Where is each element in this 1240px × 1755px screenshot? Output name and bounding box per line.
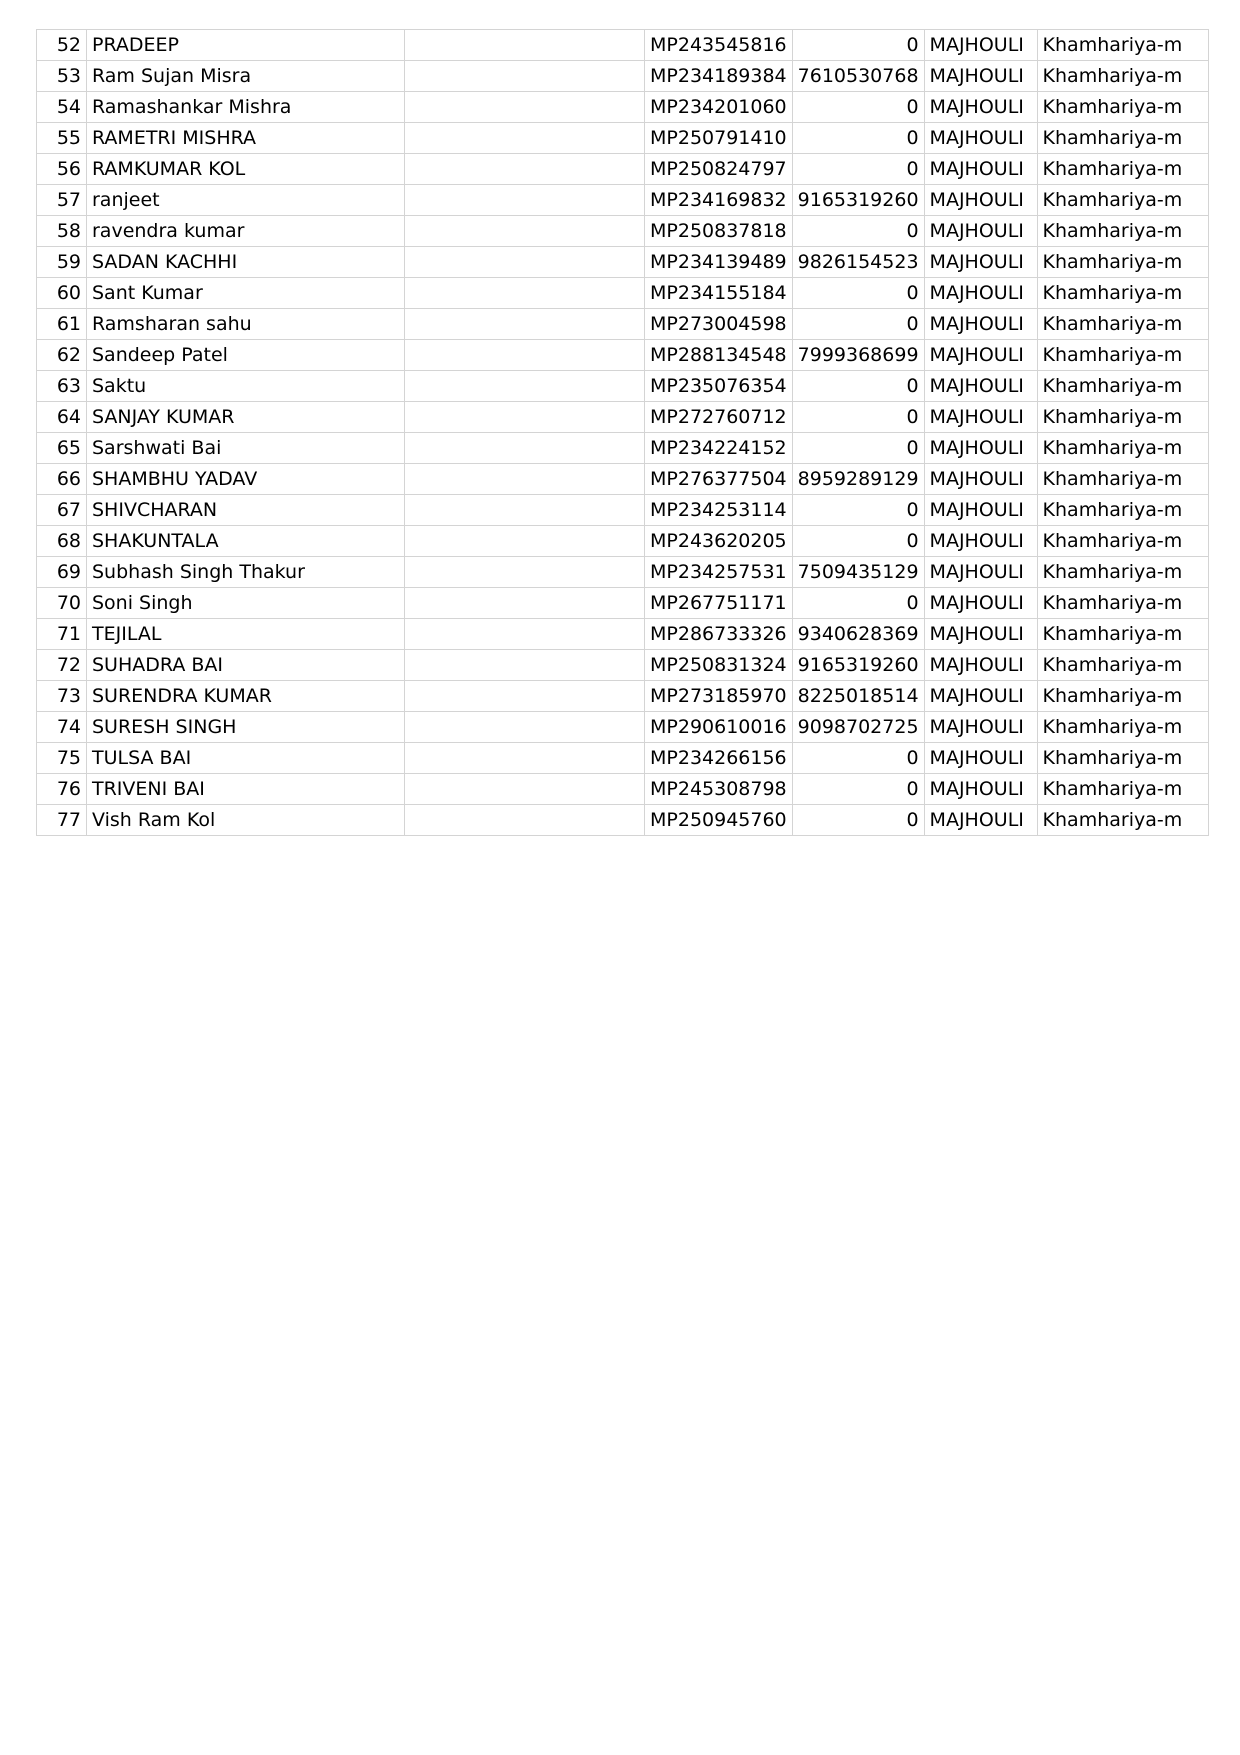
name-cell: SANJAY KUMAR (87, 402, 405, 433)
block-cell: MAJHOULI (924, 805, 1037, 836)
table-row (37, 774, 1209, 805)
name-cell: Sandeep Patel (87, 340, 405, 371)
village-cell: Khamhariya-m (1037, 30, 1208, 61)
serial-number-cell: 73 (37, 681, 87, 712)
village-cell: Khamhariya-m (1037, 774, 1208, 805)
block-cell: MAJHOULI (924, 743, 1037, 774)
member-id-cell: MP267751171 (645, 588, 793, 619)
phone-cell: 0 (792, 743, 924, 774)
serial-number-cell: 63 (37, 371, 87, 402)
village-cell: Khamhariya-m (1037, 154, 1208, 185)
blank-cell (405, 712, 645, 743)
phone-cell: 7509435129 (792, 557, 924, 588)
name-cell: ranjeet (87, 185, 405, 216)
serial-number-cell: 76 (37, 774, 87, 805)
name-cell: ravendra kumar (87, 216, 405, 247)
phone-cell: 0 (792, 278, 924, 309)
name-cell: Sant Kumar (87, 278, 405, 309)
table-row (37, 402, 1209, 433)
block-cell: MAJHOULI (924, 557, 1037, 588)
member-id-cell: MP250824797 (645, 154, 793, 185)
serial-number-cell: 68 (37, 526, 87, 557)
block-cell: MAJHOULI (924, 61, 1037, 92)
village-cell: Khamhariya-m (1037, 526, 1208, 557)
name-cell: Saktu (87, 371, 405, 402)
blank-cell (405, 340, 645, 371)
member-id-cell: MP234189384 (645, 61, 793, 92)
name-cell: SUHADRA BAI (87, 650, 405, 681)
serial-number-cell: 61 (37, 309, 87, 340)
member-id-cell: MP250837818 (645, 216, 793, 247)
serial-number-cell: 66 (37, 464, 87, 495)
serial-number-cell: 56 (37, 154, 87, 185)
serial-number-cell: 67 (37, 495, 87, 526)
name-cell: SADAN KACHHI (87, 247, 405, 278)
phone-cell: 0 (792, 216, 924, 247)
table-row (37, 588, 1209, 619)
block-cell: MAJHOULI (924, 588, 1037, 619)
member-id-cell: MP234169832 (645, 185, 793, 216)
blank-cell (405, 619, 645, 650)
blank-cell (405, 743, 645, 774)
village-cell: Khamhariya-m (1037, 309, 1208, 340)
village-cell: Khamhariya-m (1037, 464, 1208, 495)
member-id-cell: MP235076354 (645, 371, 793, 402)
table-row (37, 61, 1209, 92)
phone-cell: 9826154523 (792, 247, 924, 278)
village-cell: Khamhariya-m (1037, 681, 1208, 712)
table-row (37, 278, 1209, 309)
blank-cell (405, 123, 645, 154)
blank-cell (405, 433, 645, 464)
block-cell: MAJHOULI (924, 30, 1037, 61)
serial-number-cell: 72 (37, 650, 87, 681)
member-id-cell: MP276377504 (645, 464, 793, 495)
village-cell: Khamhariya-m (1037, 433, 1208, 464)
data-table (36, 29, 1209, 836)
name-cell: TRIVENI BAI (87, 774, 405, 805)
village-cell: Khamhariya-m (1037, 619, 1208, 650)
serial-number-cell: 62 (37, 340, 87, 371)
blank-cell (405, 495, 645, 526)
village-cell: Khamhariya-m (1037, 185, 1208, 216)
table-row (37, 495, 1209, 526)
serial-number-cell: 77 (37, 805, 87, 836)
village-cell: Khamhariya-m (1037, 247, 1208, 278)
serial-number-cell: 52 (37, 30, 87, 61)
member-id-cell: MP286733326 (645, 619, 793, 650)
blank-cell (405, 805, 645, 836)
phone-cell: 0 (792, 154, 924, 185)
serial-number-cell: 69 (37, 557, 87, 588)
phone-cell: 8959289129 (792, 464, 924, 495)
blank-cell (405, 557, 645, 588)
phone-cell: 0 (792, 92, 924, 123)
table-row (37, 154, 1209, 185)
member-id-cell: MP234224152 (645, 433, 793, 464)
member-id-cell: MP250791410 (645, 123, 793, 154)
phone-cell: 0 (792, 30, 924, 61)
table-row (37, 247, 1209, 278)
block-cell: MAJHOULI (924, 526, 1037, 557)
blank-cell (405, 309, 645, 340)
blank-cell (405, 247, 645, 278)
member-id-cell: MP234257531 (645, 557, 793, 588)
village-cell: Khamhariya-m (1037, 402, 1208, 433)
table-row (37, 340, 1209, 371)
table-row (37, 30, 1209, 61)
phone-cell: 0 (792, 402, 924, 433)
member-id-cell: MP273004598 (645, 309, 793, 340)
name-cell: Ram Sujan Misra (87, 61, 405, 92)
member-id-cell: MP273185970 (645, 681, 793, 712)
phone-cell: 9165319260 (792, 185, 924, 216)
name-cell: RAMKUMAR KOL (87, 154, 405, 185)
name-cell: RAMETRI MISHRA (87, 123, 405, 154)
table-row (37, 650, 1209, 681)
name-cell: Ramashankar Mishra (87, 92, 405, 123)
village-cell: Khamhariya-m (1037, 61, 1208, 92)
block-cell: MAJHOULI (924, 185, 1037, 216)
name-cell: SURESH SINGH (87, 712, 405, 743)
name-cell: SHIVCHARAN (87, 495, 405, 526)
block-cell: MAJHOULI (924, 650, 1037, 681)
phone-cell: 0 (792, 805, 924, 836)
table-row (37, 371, 1209, 402)
phone-cell: 0 (792, 526, 924, 557)
member-id-cell: MP234253114 (645, 495, 793, 526)
block-cell: MAJHOULI (924, 340, 1037, 371)
name-cell: SHAKUNTALA (87, 526, 405, 557)
blank-cell (405, 650, 645, 681)
blank-cell (405, 92, 645, 123)
name-cell: TULSA BAI (87, 743, 405, 774)
table-row (37, 712, 1209, 743)
blank-cell (405, 402, 645, 433)
table-row (37, 619, 1209, 650)
block-cell: MAJHOULI (924, 464, 1037, 495)
block-cell: MAJHOULI (924, 712, 1037, 743)
member-id-cell: MP243620205 (645, 526, 793, 557)
phone-cell: 7610530768 (792, 61, 924, 92)
table-row (37, 805, 1209, 836)
serial-number-cell: 54 (37, 92, 87, 123)
blank-cell (405, 371, 645, 402)
block-cell: MAJHOULI (924, 774, 1037, 805)
table-row (37, 92, 1209, 123)
member-id-cell: MP272760712 (645, 402, 793, 433)
member-id-cell: MP234155184 (645, 278, 793, 309)
blank-cell (405, 526, 645, 557)
block-cell: MAJHOULI (924, 92, 1037, 123)
block-cell: MAJHOULI (924, 433, 1037, 464)
table-row (37, 464, 1209, 495)
block-cell: MAJHOULI (924, 247, 1037, 278)
table-row (37, 526, 1209, 557)
table-row (37, 743, 1209, 774)
phone-cell: 9098702725 (792, 712, 924, 743)
name-cell: TEJILAL (87, 619, 405, 650)
blank-cell (405, 588, 645, 619)
block-cell: MAJHOULI (924, 681, 1037, 712)
block-cell: MAJHOULI (924, 495, 1037, 526)
phone-cell: 9340628369 (792, 619, 924, 650)
table-row (37, 123, 1209, 154)
member-id-cell: MP290610016 (645, 712, 793, 743)
village-cell: Khamhariya-m (1037, 588, 1208, 619)
village-cell: Khamhariya-m (1037, 712, 1208, 743)
member-id-cell: MP234201060 (645, 92, 793, 123)
phone-cell: 8225018514 (792, 681, 924, 712)
table-row (37, 681, 1209, 712)
village-cell: Khamhariya-m (1037, 371, 1208, 402)
block-cell: MAJHOULI (924, 278, 1037, 309)
member-id-cell: MP245308798 (645, 774, 793, 805)
blank-cell (405, 30, 645, 61)
village-cell: Khamhariya-m (1037, 743, 1208, 774)
serial-number-cell: 65 (37, 433, 87, 464)
serial-number-cell: 70 (37, 588, 87, 619)
blank-cell (405, 185, 645, 216)
village-cell: Khamhariya-m (1037, 216, 1208, 247)
member-id-cell: MP288134548 (645, 340, 793, 371)
village-cell: Khamhariya-m (1037, 340, 1208, 371)
block-cell: MAJHOULI (924, 371, 1037, 402)
table-row (37, 433, 1209, 464)
blank-cell (405, 464, 645, 495)
table-row (37, 185, 1209, 216)
block-cell: MAJHOULI (924, 402, 1037, 433)
member-id-cell: MP234139489 (645, 247, 793, 278)
serial-number-cell: 55 (37, 123, 87, 154)
phone-cell: 0 (792, 309, 924, 340)
village-cell: Khamhariya-m (1037, 650, 1208, 681)
block-cell: MAJHOULI (924, 123, 1037, 154)
table-row (37, 557, 1209, 588)
phone-cell: 0 (792, 495, 924, 526)
village-cell: Khamhariya-m (1037, 495, 1208, 526)
blank-cell (405, 154, 645, 185)
village-cell: Khamhariya-m (1037, 123, 1208, 154)
serial-number-cell: 64 (37, 402, 87, 433)
name-cell: SURENDRA KUMAR (87, 681, 405, 712)
name-cell: Sarshwati Bai (87, 433, 405, 464)
member-id-cell: MP243545816 (645, 30, 793, 61)
village-cell: Khamhariya-m (1037, 557, 1208, 588)
phone-cell: 7999368699 (792, 340, 924, 371)
phone-cell: 0 (792, 433, 924, 464)
phone-cell: 0 (792, 371, 924, 402)
phone-cell: 0 (792, 588, 924, 619)
block-cell: MAJHOULI (924, 619, 1037, 650)
serial-number-cell: 75 (37, 743, 87, 774)
member-id-cell: MP250831324 (645, 650, 793, 681)
name-cell: Vish Ram Kol (87, 805, 405, 836)
village-cell: Khamhariya-m (1037, 278, 1208, 309)
village-cell: Khamhariya-m (1037, 92, 1208, 123)
serial-number-cell: 58 (37, 216, 87, 247)
village-cell: Khamhariya-m (1037, 805, 1208, 836)
blank-cell (405, 61, 645, 92)
phone-cell: 0 (792, 123, 924, 154)
phone-cell: 9165319260 (792, 650, 924, 681)
block-cell: MAJHOULI (924, 216, 1037, 247)
phone-cell: 0 (792, 774, 924, 805)
table-body (37, 30, 1209, 836)
table-row (37, 216, 1209, 247)
member-id-cell: MP234266156 (645, 743, 793, 774)
name-cell: PRADEEP (87, 30, 405, 61)
serial-number-cell: 71 (37, 619, 87, 650)
table-row (37, 309, 1209, 340)
blank-cell (405, 774, 645, 805)
name-cell: Soni Singh (87, 588, 405, 619)
name-cell: SHAMBHU YADAV (87, 464, 405, 495)
serial-number-cell: 53 (37, 61, 87, 92)
block-cell: MAJHOULI (924, 154, 1037, 185)
serial-number-cell: 60 (37, 278, 87, 309)
blank-cell (405, 681, 645, 712)
serial-number-cell: 59 (37, 247, 87, 278)
name-cell: Subhash Singh Thakur (87, 557, 405, 588)
serial-number-cell: 74 (37, 712, 87, 743)
name-cell: Ramsharan sahu (87, 309, 405, 340)
blank-cell (405, 216, 645, 247)
blank-cell (405, 278, 645, 309)
block-cell: MAJHOULI (924, 309, 1037, 340)
serial-number-cell: 57 (37, 185, 87, 216)
member-id-cell: MP250945760 (645, 805, 793, 836)
